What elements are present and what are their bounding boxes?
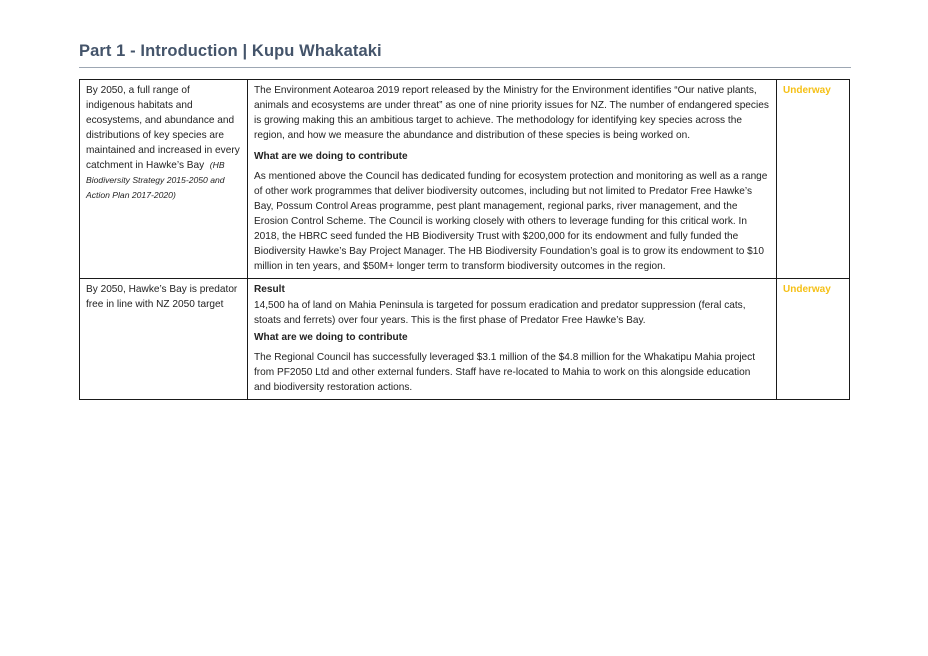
goal-text: By 2050, Hawke’s Bay is predator free in line with NZ 2050 target xyxy=(86,284,238,310)
status-cell xyxy=(777,279,850,400)
result-paragraph: 14,500 ha of land on Mahia Peninsula is targeted for possum eradication and predator suppression (feral cats, stoats and ferrets) over four years. This is the first phase of Predator Free Hawke’s Bay. xyxy=(254,300,746,326)
goal-citation: (HB Biodiversity Strategy 2015-2050 and Action Plan 2017-2020) xyxy=(86,160,225,200)
table-row xyxy=(80,279,850,400)
status-cell xyxy=(777,80,850,279)
progress-cell xyxy=(248,279,777,400)
contribute-paragraph: As mentioned above the Council has dedicated funding for ecosystem protection and monitoring as well as a range of other work programmes that deliver biodiversity outcomes, including but not limited to Predator Free Hawke’s Bay, Possum Control Areas programme, pest plant management, regional parks, river management, and the Erosion Control Scheme. The Council is working closely with others to leverage funding for this critical work. In 2018, the HBRC seed funded the HB Biodiversity Trust with $200,000 for its endowment and fully funded the Biodiversity Hawke’s Bay Project Manager. The HB Biodiversity Foundation’s goal is to grow its endowment to $10 million in ten years, and $50M+ longer term to transform biodiversity outcomes in the region. xyxy=(254,171,768,272)
status-badge: Underway xyxy=(783,284,831,295)
table-row xyxy=(80,80,850,279)
goal-cell xyxy=(80,80,248,279)
status-badge: Underway xyxy=(783,85,831,96)
intro-paragraph: The Environment Aotearoa 2019 report released by the Ministry for the Environment identifies “Our native plants, animals and ecosystems are under threat” as one of nine priority issues for NZ. The number of endangered species is growing making this an ambitious target to achieve. The methodology for identifying key species across the region, and how we measure the abundance and distribution of these species is being worked on. xyxy=(254,85,769,141)
contribute-heading: What are we doing to contribute xyxy=(254,332,408,343)
page-title: Part 1 - Introduction | Kupu Whakataki xyxy=(79,42,382,60)
goal-cell xyxy=(80,279,248,400)
progress-cell xyxy=(248,80,777,279)
contribute-paragraph: The Regional Council has successfully leveraged $3.1 million of the $4.8 million for the Whakatipu Mahia project from PF2050 Ltd and other external funders. Staff have re-located to Mahia to work on this alongside education and biodiversity restoration actions. xyxy=(254,352,756,393)
contribute-heading: What are we doing to contribute xyxy=(254,151,408,162)
progress-table xyxy=(79,79,850,400)
result-heading: Result xyxy=(254,284,285,295)
title-divider xyxy=(79,67,851,68)
goal-text: By 2050, a full range of indigenous habitats and ecosystems, and abundance and distributions of key species are maintained and increased in every catchment in Hawke’s Bay xyxy=(86,85,240,171)
